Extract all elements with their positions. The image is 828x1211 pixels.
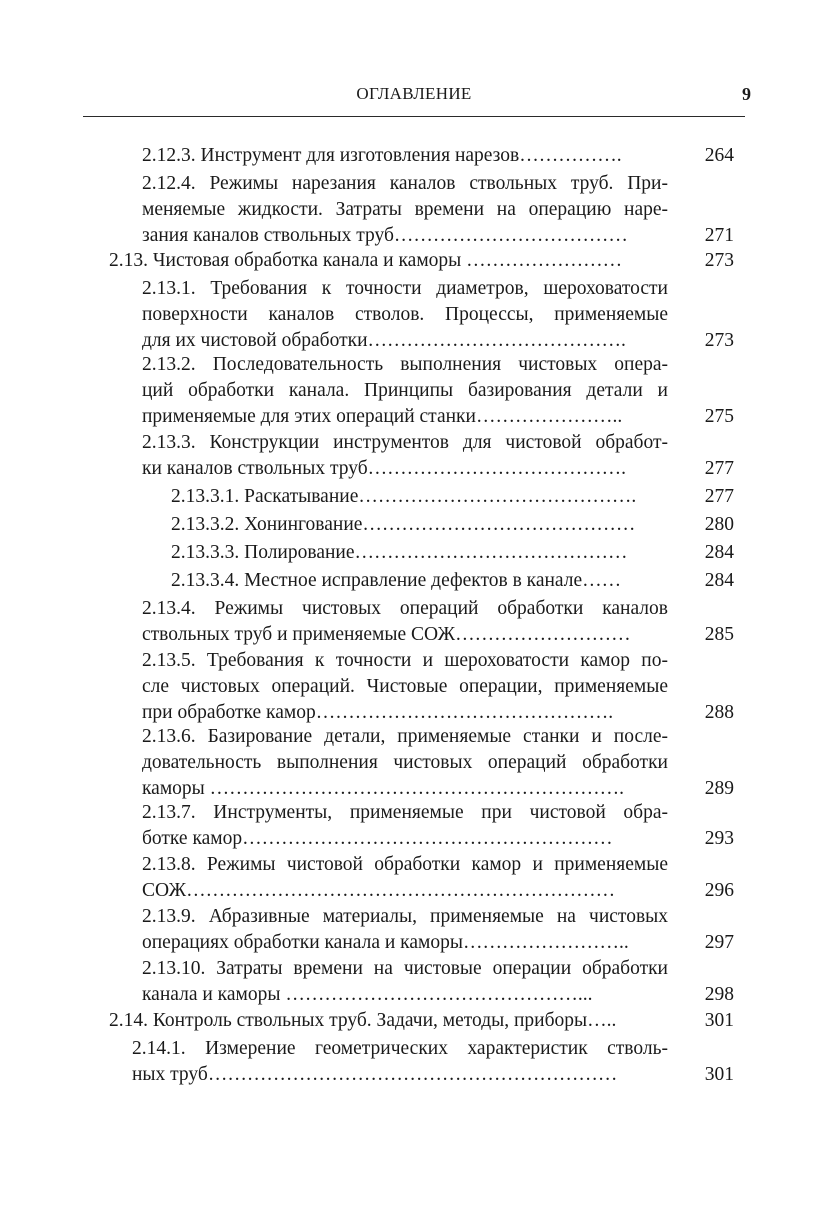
toc-entry-title	[142, 430, 668, 482]
toc-entry-line: канала и каморы ………………………………………...	[142, 984, 593, 1005]
toc-entry-title	[142, 596, 668, 648]
toc-entry-line: ботке камор…………………………………………………	[142, 828, 613, 849]
toc-entry-line: 2.14.1. Измерение геометрических характеристик стволь-	[132, 1038, 668, 1059]
toc-entry-page: 289	[704, 778, 734, 799]
toc-entry-line: 2.13.6. Базирование детали, применяемые станки и после-	[142, 726, 668, 747]
toc-entry-title	[142, 724, 668, 802]
toc-entry-line: СОЖ…………………………………………………………	[142, 880, 616, 901]
toc-entry-page: 273	[704, 330, 734, 351]
toc-entry-page: 277	[704, 486, 734, 507]
toc-entry-line: операциях обработки канала и каморы……………………..	[142, 932, 629, 953]
toc-entry-line: при обработке камор……………………………………….	[142, 702, 614, 723]
toc-entry-page: 273	[704, 250, 734, 271]
toc-entry-line: ствольных труб и применяемые СОЖ………………………	[142, 624, 631, 645]
running-header-title: ОГЛАВЛЕНИЕ	[356, 84, 472, 103]
toc-entry-page: 296	[704, 880, 734, 901]
toc-entry-line: сле чистовых операций. Чистовые операции, применяемые	[142, 676, 668, 697]
toc-entry-line: 2.14. Контроль ствольных труб. Задачи, методы, приборы…..	[109, 1010, 617, 1031]
toc-entry-line: 2.13. Чистовая обработка канала и каморы ……………………	[109, 250, 623, 271]
toc-entry-page: 298	[704, 984, 734, 1005]
toc-entry-line: 2.13.3.1. Раскатывание…………………………………….	[171, 486, 637, 507]
toc-entry-line: зания каналов ствольных труб………………………………	[142, 225, 628, 246]
toc-entry-line: 2.13.4. Режимы чистовых операций обработки каналов	[142, 598, 668, 619]
toc-entry-page: 275	[704, 406, 734, 427]
toc-entry-line: каморы ……………………………………………………….	[142, 778, 625, 799]
toc-entry-line: 2.13.7. Инструменты, применяемые при чистовой обра-	[142, 802, 668, 823]
page-number: 9	[742, 84, 751, 104]
header-rule	[83, 116, 745, 117]
toc-entry-title	[132, 1036, 668, 1088]
toc-entry-page: 284	[704, 542, 734, 563]
toc-entry-page: 301	[704, 1010, 734, 1031]
toc-entry-title	[142, 904, 668, 956]
toc-entry-page: 297	[704, 932, 734, 953]
toc-entry-line: 2.13.3. Конструкции инструментов для чистовой обработ-	[142, 432, 668, 453]
toc-entry-line: 2.12.3. Инструмент для изготовления нарезов…………….	[142, 145, 622, 166]
toc-entry-title	[171, 568, 668, 594]
toc-entry-line: довательность выполнения чистовых операций обработки	[142, 752, 668, 773]
toc-entry-line: поверхности каналов стволов. Процессы, применяемые	[142, 304, 668, 325]
toc-entry-title	[171, 484, 668, 510]
toc-entry-title	[142, 852, 668, 904]
toc-entry-page: 285	[704, 624, 734, 645]
toc-entry-line: применяемые для этих операций станки…………………..	[142, 406, 623, 427]
toc-entry-title	[109, 248, 668, 274]
toc-entry-page: 271	[704, 225, 734, 246]
toc-entry-page: 293	[704, 828, 734, 849]
toc-entry-line: ных труб………………………………………………………	[132, 1064, 618, 1085]
toc-entry-title	[171, 512, 668, 538]
toc-entry-title	[142, 276, 668, 354]
toc-entry-line: для их чистовой обработки………………………………….	[142, 330, 626, 351]
toc-entry-page: 284	[704, 570, 734, 591]
toc-entry-line: 2.13.1. Требования к точности диаметров, шероховатости	[142, 278, 668, 299]
toc-entry-page: 277	[704, 458, 734, 479]
toc-entry-line: 2.13.5. Требования к точности и шероховатости камор по-	[142, 650, 668, 671]
toc-entry-line: ций обработки канала. Принципы базирования детали и	[142, 380, 668, 401]
toc-entry-page: 301	[704, 1064, 734, 1085]
toc-entry-line: 2.12.4. Режимы нарезания каналов ствольных труб. При-	[142, 173, 668, 194]
toc-entry-title	[109, 1008, 668, 1034]
toc-entry-page: 280	[704, 514, 734, 535]
toc-entry-line: 2.13.3.4. Местное исправление дефектов в канале……	[171, 570, 622, 591]
toc-entry-title	[142, 143, 668, 169]
toc-entry-line: 2.13.10. Затраты времени на чистовые операции обработки	[142, 958, 668, 979]
toc-entry-line: 2.13.3.3. Полирование……………………………………	[171, 542, 628, 563]
toc-entry-line: 2.13.8. Режимы чистовой обработки камор и применяемые	[142, 854, 668, 875]
toc-entry-line: 2.13.3.2. Хонингование……………………………………	[171, 514, 636, 535]
toc-entry-title	[142, 800, 668, 852]
toc-entry-line: 2.13.2. Последовательность выполнения чистовых опера-	[142, 354, 668, 375]
toc-entry-title	[142, 171, 668, 249]
toc-entry-title	[142, 956, 668, 1008]
toc-entry-title	[142, 352, 668, 430]
toc-entry-title	[142, 648, 668, 726]
toc-entry-line: ки каналов ствольных труб………………………………….	[142, 458, 627, 479]
toc-entry-line: 2.13.9. Абразивные материалы, применяемые на чистовых	[142, 906, 668, 927]
toc-entry-title	[171, 540, 668, 566]
toc-entry-page: 264	[704, 145, 734, 166]
toc-entry-page: 288	[704, 702, 734, 723]
toc-entry-line: меняемые жидкости. Затраты времени на операцию наре-	[142, 199, 668, 220]
